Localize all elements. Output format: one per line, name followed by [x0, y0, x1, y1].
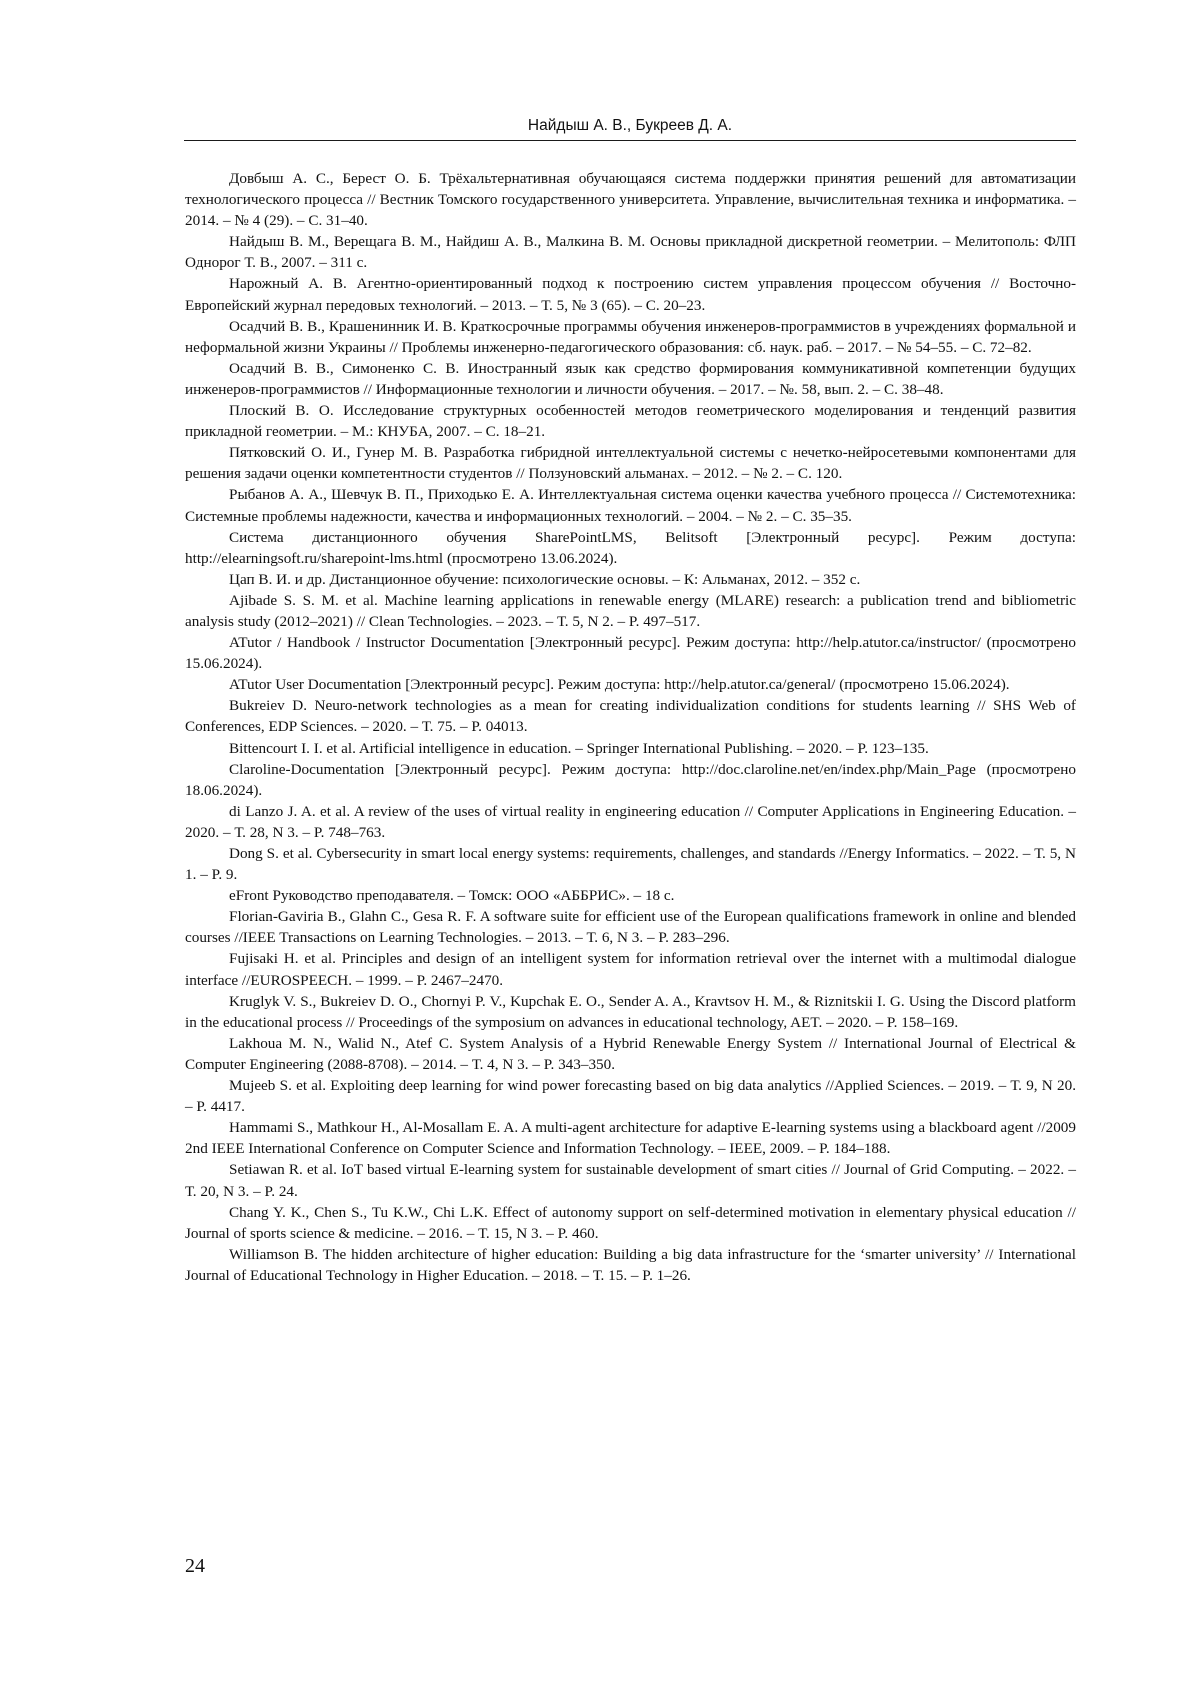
- reference-item: Chang Y. K., Chen S., Tu K.W., Chi L.K. Effect of autonomy support on self-determined motivation in elementary physical education // Journal of sports science & medicine. – 2016. – Т. 15, N 3. – P. 460.: [185, 1203, 1076, 1242]
- reference-item: Mujeeb S. et al. Exploiting deep learning for wind power forecasting based on big data analytics //Applied Sciences. – 2019. – Т. 9, N 20. – P. 4417.: [185, 1077, 1076, 1116]
- reference-item: eFront Руководство преподавателя. – Томск: ООО «АББРИС». – 18 с.: [229, 887, 675, 905]
- reference-item: Lakhoua M. N., Walid N., Atef C. System Analysis of a Hybrid Renewable Energy System // International Journal of Electrical & Computer Engineering (2088-8708). – 2014. – Т. 4, N 3. – P. 343–350.: [185, 1034, 1076, 1073]
- reference-item: ATutor / Handbook / Instructor Documentation [Электронный ресурс]. Режим доступа: http://help.atutor.ca/instructor/ (просмотрено 15.06.2024).: [185, 634, 1076, 673]
- reference-item: Ajibade S. S. M. et al. Machine learning applications in renewable energy (MLARE) research: a publication trend and bibliometric analysis study (2012–2021) // Clean Technologies. – 2023. – Т. 5, N 2. – P. 497–517.: [185, 591, 1076, 630]
- running-header: [184, 116, 1076, 141]
- reference-item: Fujisaki H. et al. Principles and design of an intelligent system for information retrieval over the internet with a multimodal dialogue interface //EUROSPEECH. – 1999. – P. 2467–2470.: [185, 950, 1076, 989]
- reference-item: Setiawan R. et al. IoT based virtual E-learning system for sustainable development of smart cities // Journal of Grid Computing. – 2022. – Т. 20, N 3. – P. 24.: [185, 1161, 1076, 1200]
- reference-item: Осадчий В. В., Симоненко С. В. Иностранный язык как средство формирования коммуникативной компетенции будущих инженеров-программистов // Информационные технологии и личности обучения. – 2017. – №. 58, вып. 2. – С. 38–48.: [185, 359, 1076, 398]
- reference-item: Рыбанов А. А., Шевчук В. П., Приходько Е. А. Интеллектуальная система оценки качества учебного процесса // Системотехника: Системные проблемы надежности, качества и информационных технологий. – 2004. – № 2. – С. 35–35.: [185, 486, 1076, 525]
- reference-item: Система дистанционного обучения SharePointLMS, Belitsoft [Электронный ресурс]. Режим доступа: http://elearningsoft.ru/sharepoint-lms.html (просмотрено 13.06.2024).: [185, 528, 1076, 567]
- reference-item: Williamson B. The hidden architecture of higher education: Building a big data infrastructure for the ‘smarter university’ // International Journal of Educational Technology in Higher Education. – 2018. – Т. 15. – P. 1–26.: [185, 1245, 1076, 1284]
- reference-item: Довбыш А. С., Берест О. Б. Трёхальтернативная обучающаяся система поддержки принятия решений для автоматизации технологического процесса // Вестник Томского государственного университета. Управление, вычислительная техника и информатика. – 2014. – № 4 (29). – С. 31–40.: [185, 170, 1076, 230]
- reference-item: Нарожный А. В. Агентно-ориентированный подход к построению систем управления процессом обучения // Восточно-Европейский журнал передовых технологий. – 2013. – Т. 5, № 3 (65). – С. 20–23.: [185, 275, 1076, 314]
- reference-item: Florian-Gaviria B., Glahn C., Gesa R. F. A software suite for efficient use of the European qualifications framework in online and blended courses //IEEE Transactions on Learning Technologies. – 2013. – Т. 6, N 3. – P. 283–296.: [185, 908, 1076, 947]
- reference-list: [185, 168, 1076, 1286]
- reference-item: Bukreiev D. Neuro-network technologies as a mean for creating individualization conditions for students learning // SHS Web of Conferences, EDP Sciences. – 2020. – Т. 75. – P. 04013.: [185, 697, 1076, 736]
- running-title: Найдыш А. В., Букреев Д. А.: [527, 117, 733, 134]
- reference-item: Dong S. et al. Cybersecurity in smart local energy systems: requirements, challenges, and standards //Energy Informatics. – 2022. – Т. 5, N 1. – P. 9.: [185, 845, 1076, 884]
- reference-item: Найдыш В. М., Верещага В. М., Найдиш А. В., Малкина В. М. Основы прикладной дискретной геометрии. – Мелитополь: ФЛП Однорог Т. В., 2007. – 311 с.: [185, 233, 1076, 272]
- reference-item: Плоский В. О. Исследование структурных особенностей методов геометрического моделирования и тенденций развития прикладной геометрии. – М.: КНУБА, 2007. – С. 18–21.: [185, 402, 1076, 441]
- reference-item: Hammami S., Mathkour H., Al-Mosallam E. A. A multi-agent architecture for adaptive E-learning systems using a blackboard agent //2009 2nd IEEE International Conference on Computer Science and Information Technology. – IEEE, 2009. – P. 184–188.: [185, 1119, 1076, 1158]
- reference-item: Claroline-Documentation [Электронный ресурс]. Режим доступа: http://doc.claroline.net/en/index.php/Main_Page (просмотрено 18.06.2024).: [185, 760, 1076, 799]
- reference-item: ATutor User Documentation [Электронный ресурс]. Режим доступа: http://help.atutor.ca/general/ (просмотрено 15.06.2024).: [229, 676, 1010, 694]
- page-number: 24: [185, 1555, 205, 1577]
- reference-item: Kruglyk V. S., Bukreiev D. O., Chornyi P. V., Kupchak E. O., Sender A. A., Kravtsov H. M., & Riznitskii I. G. Using the Discord platform in the educational process // Proceedings of the symposium on advances in educational technology, AET. – 2020. – P. 158–169.: [185, 992, 1076, 1031]
- reference-item: Цап В. И. и др. Дистанционное обучение: психологические основы. – К: Альманах, 2012. – 352 с.: [229, 570, 861, 588]
- reference-item: di Lanzo J. A. et al. A review of the uses of virtual reality in engineering education // Computer Applications in Engineering Education. – 2020. – Т. 28, N 3. – P. 748–763.: [185, 802, 1076, 841]
- reference-item: Пятковский О. И., Гунер М. В. Разработка гибридной интеллектуальной системы с нечетко-нейросетевыми компонентами для решения задачи оценки компетентности студентов // Ползуновский альманах. – 2012. – № 2. – С. 120.: [185, 444, 1076, 483]
- reference-item: Осадчий В. В., Крашенинник И. В. Краткосрочные программы обучения инженеров-программистов в учреждениях формальной и неформальной жизни Украины // Проблемы инженерно-педагогического образования: сб. наук. раб. – 2017. – № 54–55. – С. 72–82.: [185, 317, 1076, 356]
- reference-item: Bittencourt I. I. et al. Artificial intelligence in education. – Springer International Publishing. – 2020. – P. 123–135.: [229, 739, 929, 757]
